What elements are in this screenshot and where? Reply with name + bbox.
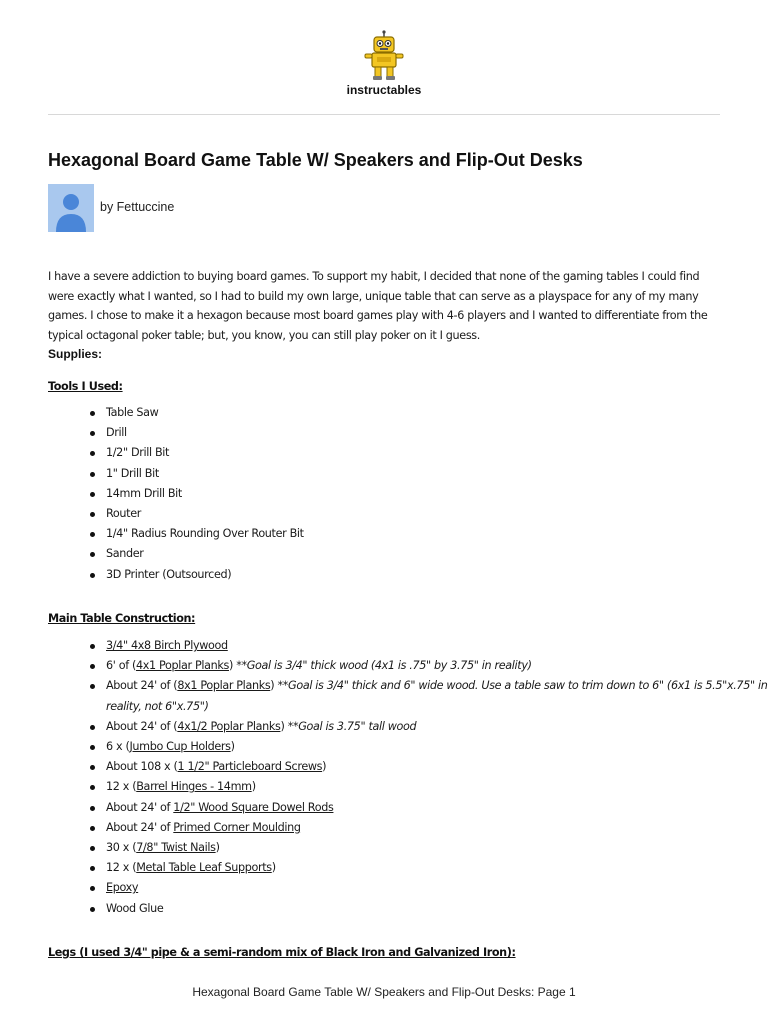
material-text: ) xyxy=(215,841,220,855)
tool-list-item: Drill xyxy=(90,423,304,443)
material-text: About 24' of ( xyxy=(106,679,178,693)
material-link[interactable]: 3/4" 4x8 Birch Plywood xyxy=(106,639,228,652)
material-text: 12 x ( xyxy=(106,780,137,794)
material-list-item xyxy=(90,717,768,737)
material-link[interactable]: 4x1 Poplar Planks xyxy=(136,659,229,673)
material-text: 6 x ( xyxy=(106,740,130,754)
tool-list-item: 1/4" Radius Rounding Over Router Bit xyxy=(90,524,304,544)
material-list-item xyxy=(90,798,768,818)
material-text: ) xyxy=(271,861,276,875)
intro-paragraph: I have a severe addiction to buying board games. To support my habit, I decided that none of the gaming tables I could find were exactly what I wanted, so I had to build my own large, unique table that can serve as a playspace for any of my many games. I chose to make it a hexagon because most board games play with 4-6 players and I wanted to differentiate from the typical octagonal poker table; but, you know, you can still play poker on it I guess. xyxy=(48,270,708,342)
material-note: **Goal is 3.75" tall wood xyxy=(287,719,417,733)
tool-list-item: Router xyxy=(90,504,304,524)
tool-list-item: 3D Printer (Outsourced) xyxy=(90,565,304,585)
author-byline[interactable]: by Fettuccine xyxy=(100,200,175,214)
tools-list xyxy=(90,403,304,585)
material-note: **Goal is 3/4" thick and 6" wide wood. Use a table saw to trim down to 6" (6x1 is 5.5"x.75" in reality, not 6"x.75") xyxy=(106,679,768,713)
legs-heading xyxy=(48,946,516,959)
material-link[interactable]: Metal Table Leaf Supports xyxy=(136,861,272,875)
robot-logo-icon xyxy=(362,30,406,82)
material-list-item xyxy=(90,676,768,716)
page-footer: Hexagonal Board Game Table W/ Speakers and Flip-Out Desks: Page 1 xyxy=(192,985,576,999)
brand-name[interactable]: instructables xyxy=(346,83,422,97)
material-link[interactable]: 8x1 Poplar Planks xyxy=(177,679,271,693)
tool-list-item: 14mm Drill Bit xyxy=(90,484,304,504)
materials-list xyxy=(90,636,768,919)
material-list-item xyxy=(90,818,768,838)
material-link[interactable]: 4x1/2 Poplar Planks xyxy=(177,719,281,733)
material-text: Wood Glue xyxy=(106,901,164,915)
material-list-item xyxy=(90,656,768,676)
material-list-item xyxy=(90,777,768,797)
header-divider xyxy=(48,114,720,115)
material-text: About 108 x ( xyxy=(106,760,178,774)
material-text: 6' of ( xyxy=(106,659,137,673)
material-text: ) xyxy=(280,719,288,733)
material-list-item xyxy=(90,899,768,919)
material-text: ) xyxy=(251,780,256,794)
material-text: ) xyxy=(270,679,278,693)
tools-heading: Tools I Used: xyxy=(48,380,123,393)
page-title: Hexagonal Board Game Table W/ Speakers and Flip-Out Desks xyxy=(48,150,583,170)
material-text: 12 x ( xyxy=(106,861,137,875)
material-text: ) xyxy=(230,740,235,754)
material-list-item xyxy=(90,858,768,878)
avatar[interactable] xyxy=(48,184,94,232)
material-link[interactable]: Epoxy xyxy=(106,881,139,895)
material-text: ) xyxy=(322,760,327,774)
tool-list-item: Table Saw xyxy=(90,403,304,423)
legs-heading-colon: : xyxy=(511,946,516,959)
material-list-item xyxy=(90,636,768,656)
tool-list-item: Sander xyxy=(90,544,304,564)
supplies-label: Supplies: xyxy=(48,347,103,361)
material-link[interactable]: Primed Corner Moulding xyxy=(173,820,301,834)
material-list-item xyxy=(90,737,768,757)
material-link[interactable]: 1 1/2" Particleboard Screws xyxy=(177,760,323,774)
user-avatar-icon xyxy=(48,184,94,232)
material-link[interactable]: Barrel Hinges - 14mm xyxy=(136,780,252,794)
main-construction-heading: Main Table Construction: xyxy=(48,612,196,625)
material-list-item xyxy=(90,838,768,858)
tool-list-item: 1" Drill Bit xyxy=(90,464,304,484)
tool-list-item: 1/2" Drill Bit xyxy=(90,443,304,463)
material-text: About 24' of ( xyxy=(106,719,178,733)
material-text: 30 x ( xyxy=(106,841,137,855)
material-link[interactable]: 1/2" Wood Square Dowel Rods xyxy=(173,800,334,814)
material-link[interactable]: 7/8" Twist Nails xyxy=(136,841,216,855)
material-list-item xyxy=(90,878,768,898)
legs-heading-text: Legs (I used 3/4" pipe & a semi-random mix of Black Iron and Galvanized Iron) xyxy=(48,946,512,959)
material-list-item xyxy=(90,757,768,777)
material-text: About 24' of xyxy=(106,800,174,814)
material-note: **Goal is 3/4" thick wood (4x1 is .75" by 3.75" in reality) xyxy=(236,659,532,673)
site-header xyxy=(0,30,768,97)
material-text: About 24' of xyxy=(106,820,174,834)
material-text: ) xyxy=(229,659,237,673)
material-link[interactable]: Jumbo Cup Holders xyxy=(129,740,231,754)
